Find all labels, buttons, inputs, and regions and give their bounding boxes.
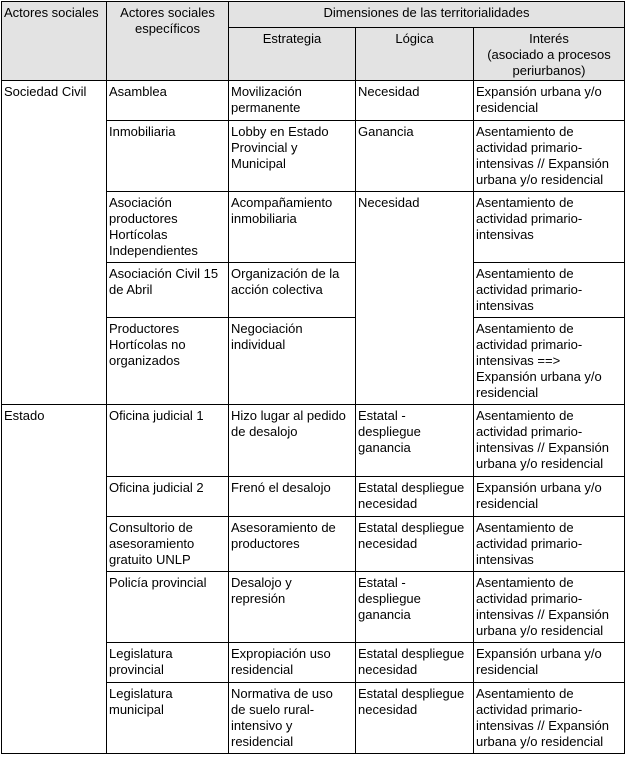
estrategia-cell: Asesoramiento de productores (229, 517, 356, 572)
estrategia-cell: Organización de la acción colectiva (229, 263, 356, 318)
logica-cell: Estatal despliegue necesidad (356, 643, 474, 683)
interes-cell: Expansión urbana y/o residencial (474, 477, 625, 517)
logica-cell: Estatal - despliegue ganancia (356, 405, 474, 477)
especifico-cell: Oficina judicial 2 (107, 477, 229, 517)
header-interes: Interés (asociado a procesos periurbanos) (474, 28, 625, 81)
territorialidades-table (1, 1, 625, 754)
interes-cell: Asentamiento de actividad primario- intensivas // Expansión urbana y/o residencial (474, 121, 625, 192)
logica-cell: Estatal despliegue necesidad (356, 477, 474, 517)
logica-cell: Necesidad (356, 81, 474, 121)
especifico-cell: Productores Hortícolas no organizados (107, 318, 229, 405)
estrategia-cell: Movilización permanente (229, 81, 356, 121)
estrategia-cell: Normativa de uso de suelo rural- intensivo y residencial (229, 683, 356, 754)
estrategia-cell: Negociación individual (229, 318, 356, 405)
estrategia-cell: Expropiación uso residencial (229, 643, 356, 683)
header-row-1 (2, 2, 625, 28)
table-row (2, 81, 625, 121)
especifico-cell: Policía provincial (107, 572, 229, 643)
estrategia-cell: Hizo lugar al pedido de desalojo (229, 405, 356, 477)
interes-cell: Asentamiento de actividad primario- intensivas (474, 263, 625, 318)
header-estrategia: Estrategia (229, 28, 356, 81)
interes-cell: Asentamiento de actividad primario- intensivas (474, 517, 625, 572)
header-actores-especificos: Actores sociales específicos (107, 2, 229, 81)
especifico-cell: Consultorio de asesoramiento gratuito UNLP (107, 517, 229, 572)
table-row (2, 405, 625, 477)
estrategia-cell: Lobby en Estado Provincial y Municipal (229, 121, 356, 192)
header-dimensiones: Dimensiones de las territorialidades (229, 2, 625, 28)
interes-cell: Expansión urbana y/o residencial (474, 81, 625, 121)
interes-cell: Expansión urbana y/o residencial (474, 643, 625, 683)
logica-cell: Estatal - despliegue ganancia (356, 572, 474, 643)
estrategia-cell: Desalojo y represión (229, 572, 356, 643)
interes-cell: Asentamiento de actividad primario- intensivas ==> Expansión urbana y/o residencial (474, 318, 625, 405)
estrategia-cell: Acompañamiento inmobiliaria (229, 192, 356, 263)
interes-cell: Asentamiento de actividad primario- intensivas // Expansión urbana y/o residencial (474, 405, 625, 477)
especifico-cell: Asamblea (107, 81, 229, 121)
interes-cell: Asentamiento de actividad primario- intensivas // Expansión urbana y/o residencial (474, 683, 625, 754)
especifico-cell: Inmobiliaria (107, 121, 229, 192)
especifico-cell: Legislatura provincial (107, 643, 229, 683)
especifico-cell: Oficina judicial 1 (107, 405, 229, 477)
interes-cell: Asentamiento de actividad primario- intensivas // Expansión urbana y/o residencial (474, 572, 625, 643)
especifico-cell: Asociación productores Hortícolas Independientes (107, 192, 229, 263)
especifico-cell: Legislatura municipal (107, 683, 229, 754)
actor-group-cell: Estado (2, 405, 107, 754)
estrategia-cell: Frenó el desalojo (229, 477, 356, 517)
actor-group-cell: Sociedad Civil (2, 81, 107, 405)
logica-cell: Estatal despliegue necesidad (356, 517, 474, 572)
interes-cell: Asentamiento de actividad primario- intensivas (474, 192, 625, 263)
logica-cell: Necesidad (356, 192, 474, 405)
logica-cell: Estatal despliegue necesidad (356, 683, 474, 754)
header-actores-sociales: Actores sociales (2, 2, 107, 81)
especifico-cell: Asociación Civil 15 de Abril (107, 263, 229, 318)
logica-cell: Ganancia (356, 121, 474, 192)
header-logica: Lógica (356, 28, 474, 81)
